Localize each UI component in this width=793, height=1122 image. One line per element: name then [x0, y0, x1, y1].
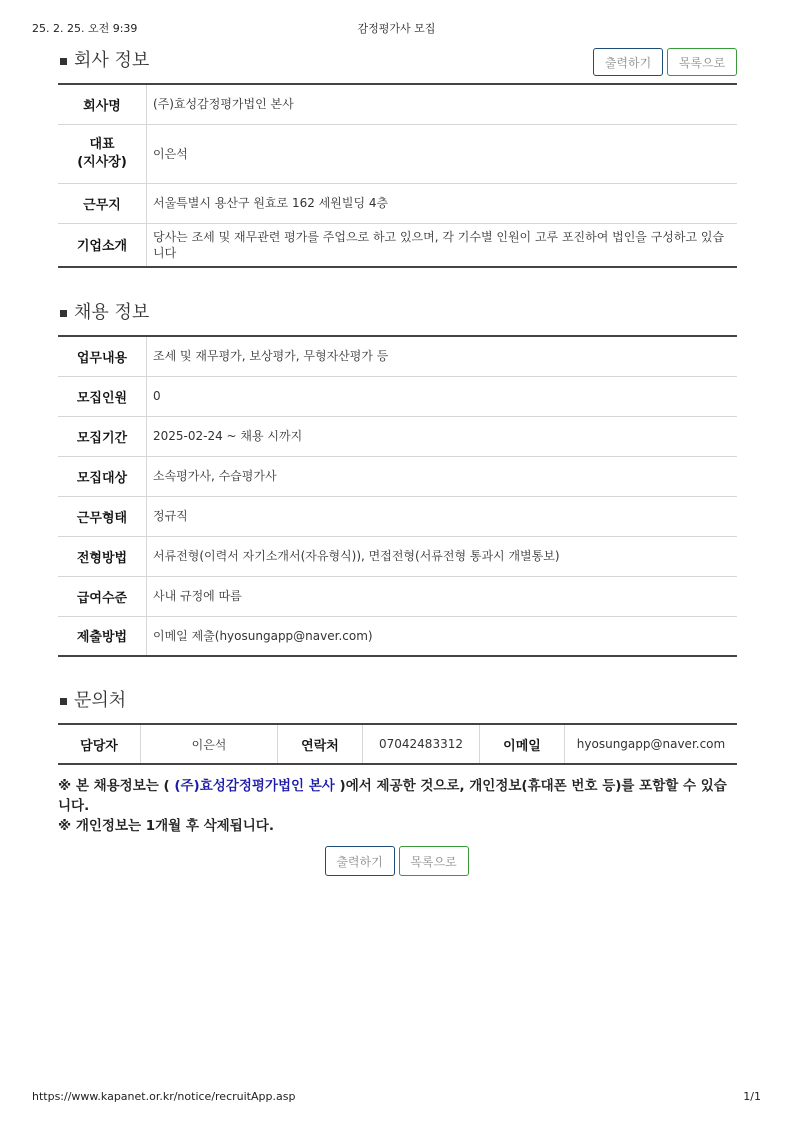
row-label: 모집인원	[58, 376, 147, 416]
phone-value: 07042483312	[363, 724, 480, 764]
square-bullet-icon	[60, 58, 67, 65]
row-value: 2025-02-24 ~ 채용 시까지	[153, 429, 303, 443]
company-section	[58, 44, 737, 268]
print-button-bottom[interactable]: 출력하기	[325, 846, 395, 876]
table-row	[58, 496, 737, 536]
email-value: hyosungapp@naver.com	[576, 737, 726, 751]
row-label: 모집대상	[58, 456, 147, 496]
notice-prefix: ※ 본 채용정보는 (	[58, 778, 175, 794]
ceo-value: 이은석	[153, 146, 188, 161]
row-value: 사내 규정에 따름	[153, 589, 242, 603]
table-row	[58, 536, 737, 576]
notice-suffix: )에서 제공한 것으로, 개인정보(휴대폰 번호 등)를 포함할 수 있습니다.	[58, 778, 727, 814]
list-button[interactable]: 목록으로	[667, 48, 737, 76]
recruit-table	[58, 335, 737, 657]
contact-table	[58, 723, 737, 765]
email-label: 이메일	[480, 724, 565, 764]
table-row	[58, 223, 737, 267]
section-title-recruit	[58, 296, 737, 326]
company-table	[58, 83, 737, 268]
section-title-contact	[58, 684, 737, 714]
row-label	[58, 124, 147, 183]
contact-section	[58, 684, 737, 765]
row-label: 회사명	[58, 84, 147, 124]
recruit-section	[58, 296, 737, 657]
manager-label: 담당자	[58, 724, 141, 764]
print-header	[32, 20, 761, 36]
company-intro-value: 당사는 조세 및 재무관련 평가를 주업으로 하고 있으며, 각 기수별 인원이 고루 포진하여 법인을 구성하고 있습니다	[153, 229, 725, 260]
page-url: https://www.kapanet.or.kr/notice/recruitApp.asp	[32, 1090, 296, 1103]
row-label: 근무지	[58, 183, 147, 223]
notice-line-2: ※ 개인정보는 1개월 후 삭제됩니다.	[58, 818, 274, 834]
row-label: 근무형태	[58, 496, 147, 536]
table-row	[58, 416, 737, 456]
row-value: 조세 및 재무평가, 보상평가, 무형자산평가 등	[153, 349, 389, 364]
phone-label: 연락처	[278, 724, 363, 764]
row-value: 소속평가사, 수습평가사	[153, 469, 277, 483]
row-label: 급여수준	[58, 576, 147, 616]
table-row	[58, 616, 737, 656]
row-label: 전형방법	[58, 536, 147, 576]
table-row	[58, 84, 737, 124]
square-bullet-icon	[60, 310, 67, 317]
table-row	[58, 456, 737, 496]
table-row	[58, 183, 737, 223]
company-name-value: (주)효성감정평가법인 본사	[153, 97, 294, 112]
company-title: 회사 정보	[74, 50, 150, 71]
row-label: 모집기간	[58, 416, 147, 456]
row-label: 제출방법	[58, 616, 147, 656]
table-row	[58, 336, 737, 376]
label-ceo: 대표	[89, 136, 115, 152]
row-label: 기업소개	[58, 223, 147, 267]
privacy-notice	[58, 776, 737, 836]
manager-value: 이은석	[141, 724, 278, 764]
table-row	[58, 376, 737, 416]
print-button[interactable]: 출력하기	[593, 48, 663, 76]
square-bullet-icon	[60, 698, 67, 705]
row-value: 서류전형(이력서 자기소개서(자유형식)), 면접전형(서류전형 통과시 개별통보)	[153, 549, 560, 563]
print-date: 25. 2. 25. 오전 9:39	[32, 22, 138, 35]
recruit-title: 채용 정보	[74, 302, 150, 323]
page-number: 1/1	[743, 1090, 761, 1103]
row-value: 정규직	[153, 509, 188, 523]
top-button-group	[593, 48, 737, 76]
table-row	[58, 724, 737, 764]
row-value: 이메일 제출(hyosungapp@naver.com)	[153, 628, 373, 643]
workplace-value: 서울특별시 용산구 원효로 162 세원빌딩 4층	[153, 196, 389, 210]
list-button-bottom[interactable]: 목록으로	[399, 846, 469, 876]
print-title: 감정평가사 모집	[357, 22, 436, 35]
label-branch-head: (지사장)	[77, 154, 127, 170]
notice-line-1	[58, 776, 737, 816]
table-row	[58, 124, 737, 183]
row-value: 0	[153, 389, 161, 403]
table-row	[58, 576, 737, 616]
contact-title: 문의처	[74, 690, 127, 711]
bottom-button-group	[0, 846, 793, 876]
notice-company-name: (주)효성감정평가법인 본사	[174, 778, 335, 794]
row-label: 업무내용	[58, 336, 147, 376]
